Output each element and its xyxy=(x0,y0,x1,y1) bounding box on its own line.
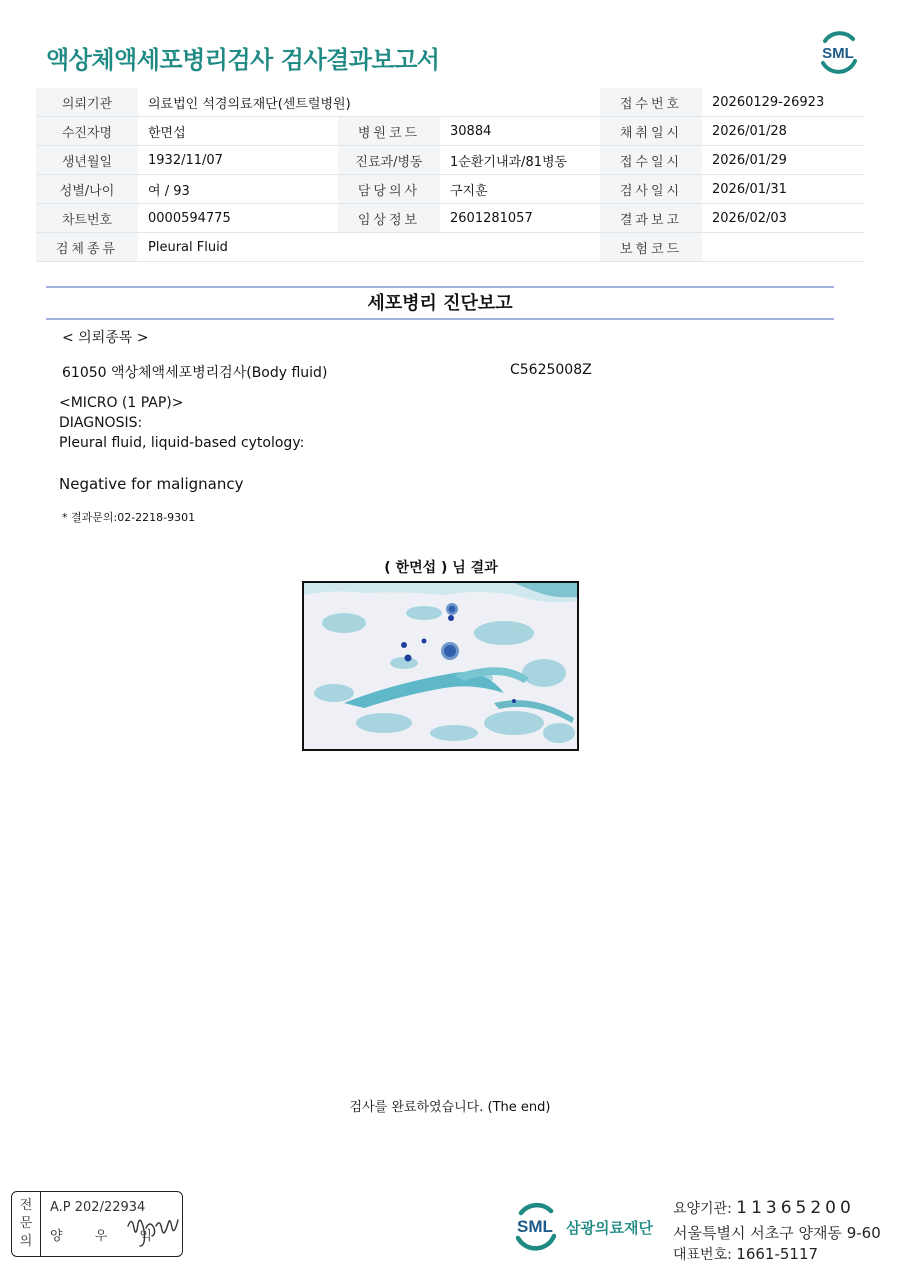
patient-value: 한면섭 xyxy=(138,117,338,146)
collect-date-label: 채취일시 xyxy=(600,117,702,146)
cytology-photo xyxy=(302,581,579,751)
clinical-label: 임상정보 xyxy=(338,204,440,233)
patient-label: 수진자명 xyxy=(36,117,138,146)
phone-line xyxy=(673,1244,818,1264)
diagnosis-result: Negative for malignancy xyxy=(59,475,244,493)
patient-info-table xyxy=(36,88,864,262)
test-date-label: 검사일시 xyxy=(600,175,702,204)
footer-sml-logo xyxy=(509,1200,561,1252)
section-top-rule xyxy=(46,286,834,288)
section-title: 세포병리 진단보고 xyxy=(367,293,513,314)
receipt-date-label: 접수일시 xyxy=(600,146,702,175)
hospital-code-value: 30884 xyxy=(440,117,600,146)
specimen-value: Pleural Fluid xyxy=(138,233,600,262)
test-line: 61050 액상체액세포병리검사(Body fluid) xyxy=(62,365,328,381)
report-title: 액상체액세포병리검사 검사결과보고서 xyxy=(46,46,440,74)
receipt-no-value: 20260129-26923 xyxy=(702,88,864,117)
insurance-value xyxy=(702,233,864,262)
stamp-side-char: 문 xyxy=(19,1216,33,1231)
dept-label: 진료과/병동 xyxy=(338,146,440,175)
sex-age-label: 성별/나이 xyxy=(36,175,138,204)
insurance-label: 보험코드 xyxy=(600,233,702,262)
section-bottom-rule xyxy=(46,318,834,320)
footer-org-name: 삼광의료재단 xyxy=(566,1219,653,1237)
report-date-value: 2026/02/03 xyxy=(702,204,864,233)
micro-label: <MICRO (1 PAP)> xyxy=(59,395,184,411)
report-date-label: 결과보고 xyxy=(600,204,702,233)
receipt-date-value: 2026/01/29 xyxy=(702,146,864,175)
stamp-side-char: 전 xyxy=(19,1198,33,1213)
request-heading: < 의뢰종목 > xyxy=(62,330,149,346)
test-code: C5625008Z xyxy=(510,362,592,378)
end-text: 검사를 완료하였습니다. (The end) xyxy=(349,1100,551,1115)
phone-label: 대표번호: xyxy=(673,1247,732,1263)
inquiry-phone: * 결과문의:02-2218-9301 xyxy=(62,511,196,524)
diagnosis-label: DIAGNOSIS: xyxy=(59,415,143,431)
stamp-license-code: A.P 202/22934 xyxy=(50,1200,146,1215)
birth-value: 1932/11/07 xyxy=(138,146,338,175)
care-no-line xyxy=(673,1198,855,1218)
sml-logo-text: SML xyxy=(822,45,854,62)
sex-age-value: 여 / 93 xyxy=(138,175,338,204)
care-no-label: 요양기관: xyxy=(673,1201,732,1217)
sml-logo xyxy=(815,29,861,75)
photo-caption: ( 한면섭 ) 님 결과 xyxy=(384,560,498,576)
dept-value: 1순환기내과/81병동 xyxy=(440,146,600,175)
collect-date-value: 2026/01/28 xyxy=(702,117,864,146)
stamp-pathologist-name: 양 우 익 xyxy=(50,1229,166,1244)
footer-logo-text: SML xyxy=(517,1217,553,1236)
stamp-side-char: 의 xyxy=(19,1234,33,1249)
footer-address: 서울특별시 서초구 양재동 9-60 xyxy=(673,1224,881,1242)
chart-label: 차트번호 xyxy=(36,204,138,233)
test-date-value: 2026/01/31 xyxy=(702,175,864,204)
institution-value: 의료법인 석경의료재단(센트럴병원) xyxy=(138,88,600,117)
signature-image xyxy=(124,1206,182,1250)
diagnosis-line: Pleural fluid, liquid-based cytology: xyxy=(59,435,305,451)
hospital-code-label: 병원코드 xyxy=(338,117,440,146)
care-no-value: 11365200 xyxy=(736,1198,855,1218)
doctor-value: 구지훈 xyxy=(440,175,600,204)
birth-label: 생년월일 xyxy=(36,146,138,175)
pathologist-stamp xyxy=(11,1191,183,1257)
receipt-no-label: 접수번호 xyxy=(600,88,702,117)
specimen-label: 검체종류 xyxy=(36,233,138,262)
phone-value: 1661-5117 xyxy=(736,1245,819,1263)
stamp-side-label xyxy=(12,1192,41,1256)
chart-value: 0000594775 xyxy=(138,204,338,233)
doctor-label: 담당의사 xyxy=(338,175,440,204)
clinical-value: 2601281057 xyxy=(440,204,600,233)
institution-label: 의뢰기관 xyxy=(36,88,138,117)
